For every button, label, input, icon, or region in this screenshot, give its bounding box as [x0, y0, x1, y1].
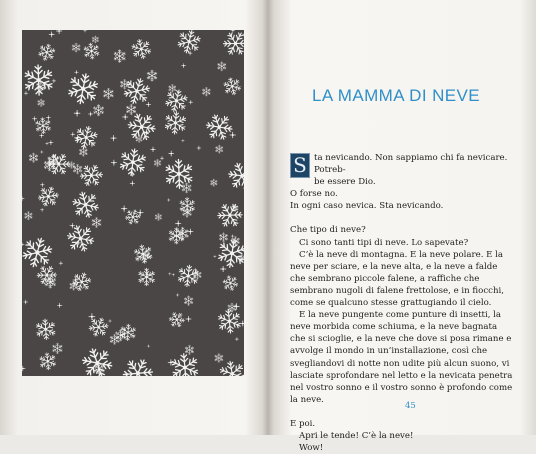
snowflake-icon — [175, 30, 203, 56]
sparkle-icon — [46, 115, 51, 120]
sparkle-icon — [83, 30, 88, 32]
sparkle-icon — [74, 135, 80, 141]
snowflakes-pattern — [22, 30, 244, 376]
snowflake-icon — [24, 211, 33, 220]
snowflake-icon — [202, 87, 211, 96]
dropcap: S — [290, 153, 310, 178]
sparkle-icon — [181, 63, 186, 68]
sparkle-icon — [240, 321, 244, 327]
snowflake-icon — [220, 272, 241, 293]
paragraph: E la neve pungente come punture di insetti, la neve morbida come schiuma, e la neve bagnata che si scioglie, e la neve che dove si posa rimane e avvolge il mondo in un’installazione, così che svegliandovi di notte non udite più alcun suono, vi lasciate sprofondare nel letto e la nevicata penetra nel vostro sonno e il vostro sonno è profondo come la neve. — [290, 310, 513, 405]
sparkle-icon — [188, 229, 194, 235]
snowflake-icon — [217, 62, 226, 71]
snowflake-icon — [210, 179, 218, 187]
snowflake-icon — [113, 50, 126, 63]
sparkle-icon — [22, 366, 25, 371]
snowflake-icon — [29, 153, 39, 163]
sparkle-icon — [235, 337, 239, 341]
snowflake-icon — [130, 241, 156, 267]
sparkle-icon — [189, 100, 193, 104]
sparkle-icon — [89, 241, 92, 244]
sparkle-icon — [89, 313, 96, 320]
sparkle-icon — [121, 206, 127, 212]
sparkle-icon — [175, 220, 181, 226]
sparkle-icon — [23, 300, 28, 305]
sparkle-icon — [230, 132, 236, 138]
snowflake-icon — [213, 199, 244, 232]
snowflake-icon — [109, 334, 119, 344]
snowflake-icon — [219, 30, 244, 60]
snowflake-icon — [220, 74, 244, 99]
snowflake-icon — [22, 59, 59, 100]
sparkle-icon — [52, 79, 56, 83]
snowflake-icon — [166, 309, 187, 330]
sparkle-icon — [40, 183, 44, 187]
snowflake-icon — [181, 183, 191, 193]
sparkle-icon — [137, 209, 143, 215]
snowflake-icon — [92, 36, 99, 43]
text-line: Ci sono tanti tipi di neve. Lo sapevate? — [299, 237, 469, 248]
paragraph-opening — [290, 152, 514, 212]
snowflake-icon — [216, 237, 244, 269]
snowflake-icon — [76, 342, 118, 376]
snowflake-icon — [215, 145, 223, 153]
sparkle-icon — [242, 33, 244, 36]
snowflake-icon — [86, 315, 111, 340]
sparkle-icon — [231, 234, 235, 238]
paragraph: C’è la neve di montagna. E la neve polare. E la neve per sciare, e la neve alta, e la neve a falde che sembrano piccole falene, a raffiche che sembrano nugoli di falene frettolose, e in fiocchi, come se qualcuno stesse grattugiando il cielo. — [290, 249, 504, 309]
snowflake-icon — [22, 234, 55, 270]
sparkle-icon — [71, 132, 75, 136]
snowflake-icon — [123, 207, 143, 227]
sparkle-icon — [74, 70, 78, 74]
sparkle-icon — [181, 139, 184, 142]
sparkle-icon — [111, 135, 117, 141]
snowflake-icon — [79, 148, 88, 157]
sparkle-icon — [57, 303, 62, 308]
snowflake-icon — [176, 227, 189, 240]
right-page — [268, 0, 536, 454]
snowflake-icon — [138, 268, 156, 286]
text-line: Wow! — [299, 443, 324, 454]
sparkle-icon — [146, 102, 151, 107]
snowflake-icon — [93, 105, 104, 116]
sparkle-icon — [39, 133, 44, 138]
chapter-text — [290, 152, 514, 454]
sparkle-icon — [168, 151, 174, 157]
paragraph-gap — [290, 406, 514, 418]
sparkle-icon — [130, 181, 135, 186]
snowflake-icon — [80, 40, 103, 63]
snowflake-icon — [73, 164, 83, 174]
snowflake-icon — [219, 233, 228, 242]
sparkle-icon — [111, 160, 117, 166]
text-line: ta nevicando. Non sappiamo chi fa nevicare. Potreb- — [314, 153, 508, 176]
snowflake-icon — [168, 227, 185, 244]
snowflake-illustration — [22, 30, 244, 376]
snowflake-icon — [67, 186, 104, 223]
snowflake-icon — [164, 111, 188, 135]
sparkle-icon — [22, 196, 24, 201]
sparkle-icon — [74, 110, 80, 116]
snowflake-icon — [159, 154, 199, 194]
sparkle-icon — [108, 319, 111, 322]
sparkle-icon — [231, 30, 235, 33]
sparkle-icon — [160, 156, 164, 160]
snowflake-icon — [126, 104, 137, 115]
sparkle-icon — [172, 273, 175, 276]
sparkle-icon — [56, 30, 62, 34]
sparkle-icon — [197, 146, 201, 150]
page-number: 45 — [405, 401, 416, 411]
chapter-title: LA MAMMA DI NEVE — [312, 86, 480, 105]
snowflake-icon — [163, 87, 190, 114]
snowflake-icon — [118, 147, 148, 177]
sparkle-icon — [41, 200, 44, 203]
snowflake-icon — [103, 88, 114, 99]
snowflake-icon — [77, 161, 107, 191]
sparkle-icon — [220, 266, 226, 272]
snowflake-icon — [119, 354, 158, 376]
snowflake-icon — [155, 213, 162, 220]
snowflake-icon — [52, 343, 63, 354]
sparkle-icon — [59, 261, 63, 265]
snowflake-icon — [91, 217, 101, 227]
sparkle-icon — [22, 243, 24, 246]
snowflake-icon — [35, 183, 61, 209]
text-line: O forse no. — [290, 189, 338, 200]
sparkle-icon — [168, 272, 171, 275]
sparkle-icon — [32, 116, 37, 121]
snowflake-icon — [32, 315, 60, 343]
snowflake-icon — [176, 264, 200, 288]
sparkle-icon — [122, 114, 128, 120]
snowflake-icon — [65, 71, 100, 106]
sparkle-icon — [49, 140, 54, 145]
snowflake-icon — [37, 99, 45, 107]
snowflake-icon — [127, 35, 155, 63]
sparkle-icon — [176, 293, 179, 296]
snowflake-icon — [154, 159, 162, 167]
sparkle-icon — [213, 255, 216, 258]
snowflake-icon — [72, 43, 81, 52]
sparkle-icon — [186, 316, 192, 322]
text-line: be essere Dio. — [314, 177, 376, 188]
snowflake-icon — [32, 114, 54, 136]
snowflake-icon — [201, 109, 237, 145]
text-line: E poi. — [290, 418, 316, 429]
text-line: Apri le tende! C’è la neve! — [299, 430, 414, 441]
text-line: Che tipo di neve? — [290, 225, 366, 236]
snowflake-icon — [214, 353, 223, 362]
snowflake-icon — [62, 220, 99, 257]
text-line: In ogni caso nevica. Sta nevicando. — [290, 201, 444, 212]
sparkle-icon — [167, 198, 170, 201]
sparkle-icon — [88, 112, 93, 117]
snowflake-icon — [184, 296, 194, 306]
snowflake-icon — [185, 345, 195, 355]
snowflake-icon — [146, 70, 157, 81]
snowflake-icon — [36, 349, 60, 373]
sparkle-icon — [40, 150, 43, 153]
left-page — [0, 0, 268, 435]
paragraph-gap — [290, 212, 514, 224]
snowflake-icon — [168, 84, 176, 92]
sparkle-icon — [45, 142, 48, 145]
sparkle-icon — [147, 345, 150, 348]
sparkle-icon — [40, 208, 44, 212]
sparkle-icon — [49, 32, 55, 38]
sparkle-icon — [150, 147, 155, 152]
snowflake-icon — [37, 42, 58, 63]
snowflake-icon — [223, 157, 244, 195]
sparkle-icon — [24, 91, 28, 95]
